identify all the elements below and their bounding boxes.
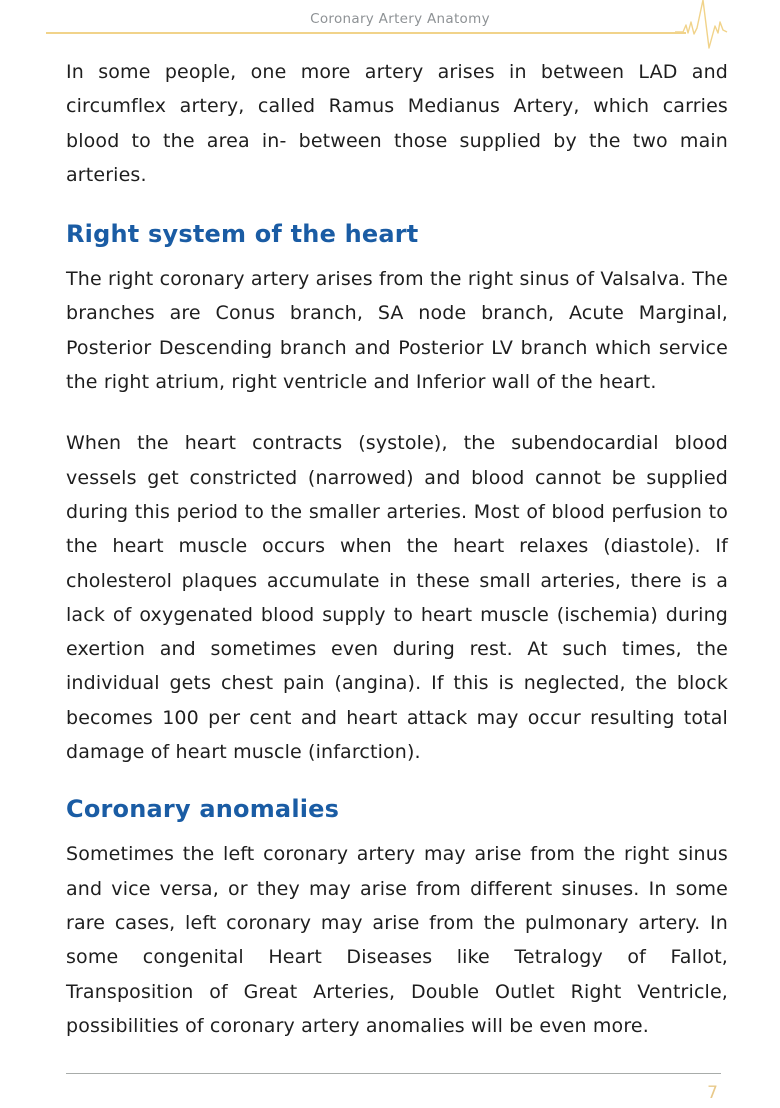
page-content	[66, 55, 728, 1043]
heading-right-system: Right system of the heart	[66, 220, 419, 249]
paragraph-perfusion: When the heart contracts (systole), the subendocardial blood vessels get constricted (narrowed) and blood cannot be supplied during this period to the smaller arteries. Most of blood perfusion to the heart muscle occurs when the heart relaxes (diastole). If cholesterol plaques accumulate in these small arteries, there is a lack of oxygenated blood supply to heart muscle (ischemia) during exertion and sometimes even during rest. At such times, the individual gets chest pain (angina). If this is neglected, the block becomes 100 per cent and heart attack may occur resulting total damage of heart muscle (infarction).	[66, 432, 728, 764]
paragraph-ramus-medianus: In some people, one more artery arises in between LAD and circumflex artery, called Ramus Medianus Artery, which carries blood to the area in- between those supplied by the two main arteries.	[66, 61, 728, 186]
ecg-waveform-icon	[675, 0, 735, 55]
header-rule	[46, 32, 686, 34]
page-number: 7	[707, 1083, 718, 1103]
heading-coronary-anomalies: Coronary anomalies	[66, 795, 340, 824]
page-header	[0, 0, 780, 60]
footer-rule	[66, 1073, 721, 1074]
paragraph-right-coronary: The right coronary artery arises from the right sinus of Valsalva. The branches are Conus branch, SA node branch, Acute Marginal, Posterior Descending branch and Posterior LV branch which service the right atrium, right ventricle and Inferior wall of the heart.	[66, 268, 728, 394]
running-title: Coronary Artery Anatomy	[310, 11, 490, 27]
paragraph-anomalies: Sometimes the left coronary artery may arise from the right sinus and vice versa, or they may arise from different sinuses. In some rare cases, left coronary may arise from the pulmonary artery. In some congenital Heart Diseases like Tetralogy of Fallot, Transposition of Great Arteries, Double Outlet Right Ventricle, possibilities of coronary artery anomalies will be even more.	[66, 843, 728, 1037]
